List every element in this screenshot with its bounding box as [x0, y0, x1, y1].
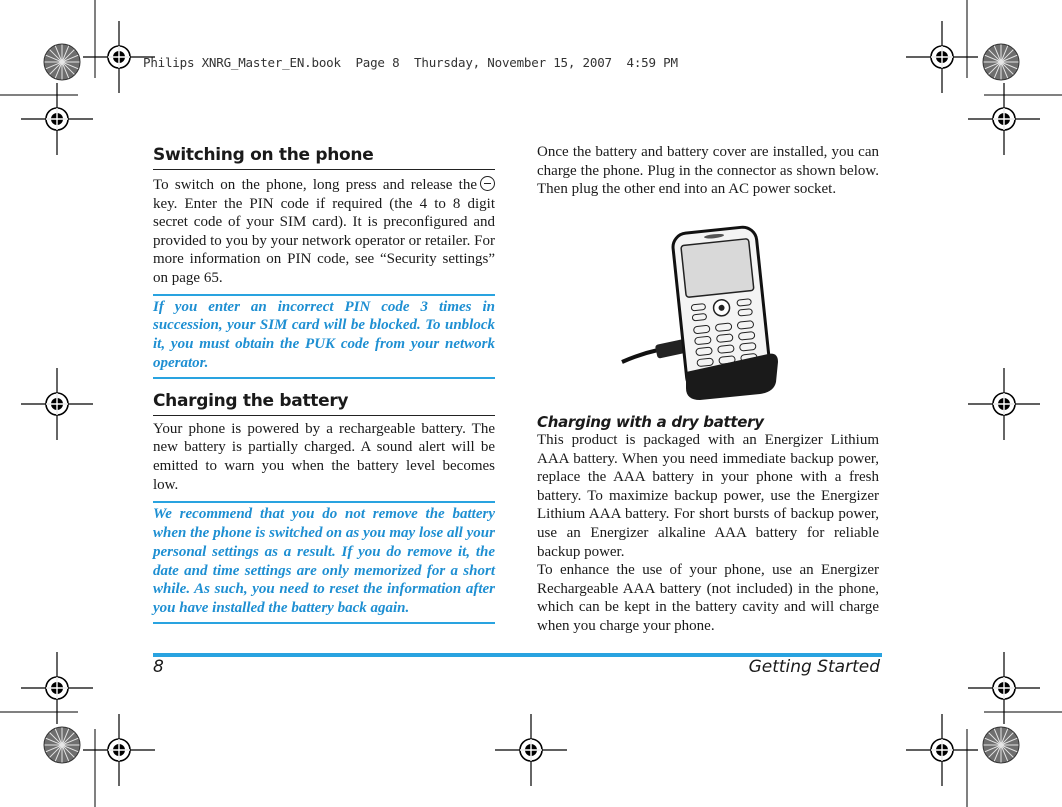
subheading-dry-battery: Charging with a dry battery	[537, 413, 764, 431]
dry-battery-paragraph: This product is packaged with an Energizer Lithium AAA battery. When you need immediate backup power, replace the AAA battery in your phone with a fresh battery. To maximize backup power, use the Energizer Lithium AAA battery. For short bursts of backup power, use an Energizer alkaline AAA battery for reliable backup power.	[537, 432, 879, 560]
charging-paragraph: Your phone is powered by a rechargeable battery. The new battery is partially charged. A sound alert will be emitted to warn you when the battery level becomes low.	[153, 420, 495, 493]
switch-on-paragraph	[153, 176, 495, 288]
rechargeable-battery-paragraph: To enhance the use of your phone, use an Energizer Rechargeable AAA battery (not included) in the phone, which can be kept in the battery cavity and will charge when you charge your phone.	[537, 562, 879, 634]
print-header: Philips XNRG_Master_EN.book Page 8 Thursday, November 15, 2007 4:59 PM	[143, 55, 678, 70]
pin-warning-note: If you enter an incorrect PIN code 3 times in succession, your SIM card will be blocked. To unblock it, you must obtain the PUK code from your network operator.	[153, 294, 495, 379]
right-column	[537, 143, 879, 199]
dry-battery-section	[537, 413, 879, 636]
section-title-switching-on: Switching on the phone	[153, 143, 495, 170]
switch-on-text-start: To switch on the phone, long press and release the	[153, 177, 477, 193]
chapter-title: Getting Started	[748, 657, 880, 677]
section-title-charging: Charging the battery	[153, 389, 495, 416]
battery-warning-note: We recommend that you do not remove the battery when the phone is switched on as you may lose all your personal settings as a result. If you do remove it, the date and time settings are only memorized for a short while. As such, you need to reset the information after you have installed the battery back again.	[153, 501, 495, 624]
charging-intro-paragraph: Once the battery and battery cover are installed, you can charge the phone. Plug in the connector as shown below. Then plug the other end into an AC power socket.	[537, 144, 879, 198]
footer-rule	[153, 653, 882, 657]
end-key-icon	[480, 176, 495, 191]
left-column	[153, 143, 495, 624]
phone-charging-illustration	[620, 222, 785, 402]
switch-on-text-end: key. Enter the PIN code if required (the 4 to 8 digit secret code of your SIM card). It is preconfigured and provided to you by your network operator or retailer. For more information on PIN code, see “Security settings” on page 65.	[153, 195, 495, 286]
page-number: 8	[153, 657, 164, 677]
